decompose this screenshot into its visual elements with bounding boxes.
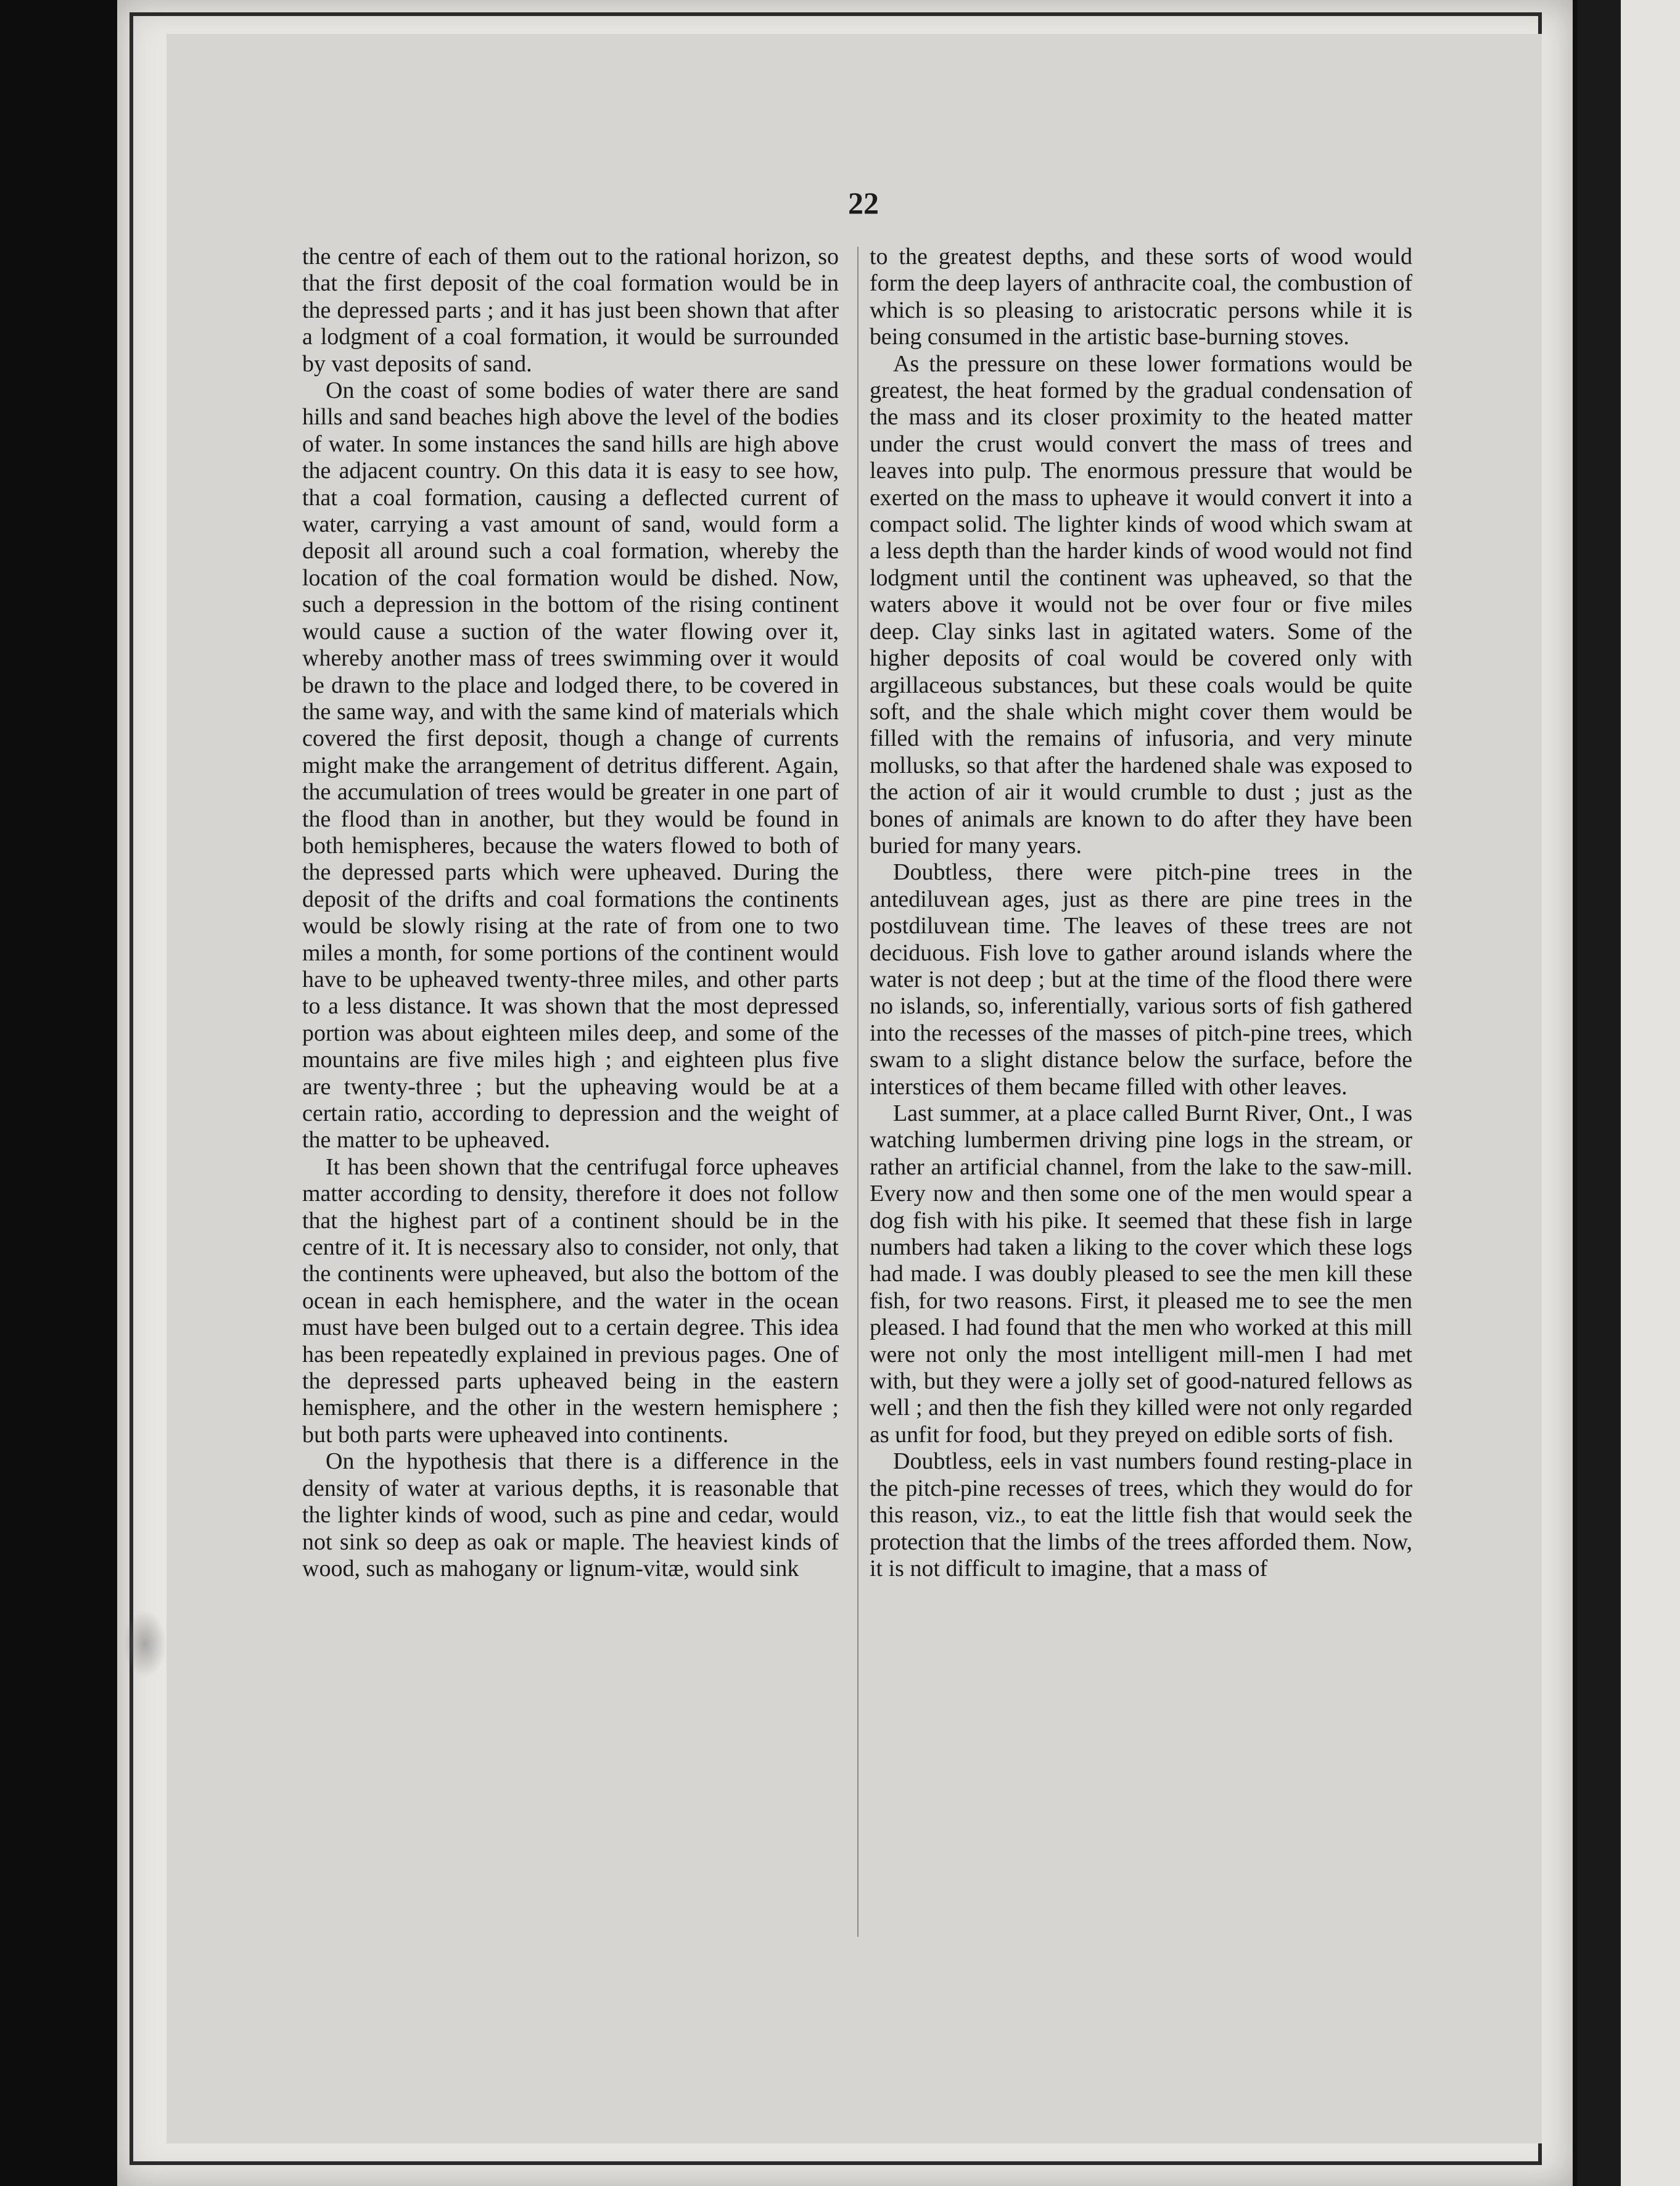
scan-left-margin [0, 0, 117, 2186]
paragraph: On the hypothesis that there is a difference in the density of water at various depths, it is reasonable that the lighter kinds of wood, such as pine and cedar, would not sink so deep as oak or maple. The heaviest kinds of wood, such as mahogany or lignum-vitæ, would sink [302, 1448, 839, 1582]
scan-smudge [123, 1610, 167, 1678]
next-page-edge [1621, 0, 1680, 2186]
paragraph: Doubtless, there were pitch-pine trees in the antediluvean ages, just as there are pine trees in the postdiluvean time. The leaves of these trees are not deciduous. Fish love to gather around islands where the water is not deep ; but at the time of the flood there were no islands, so, inferentially, various sorts of fish gathered into the recesses of the masses of pitch-pine trees, which swam to a slight distance below the surface, before the interstices of them became filled with other leaves. [870, 859, 1412, 1100]
binding-gutter [1578, 0, 1621, 2186]
paragraph: to the greatest depths, and these sorts of wood would form the deep layers of anthracite coal, the combustion of which is so pleasing to aristocratic persons while it is being consumed in the artistic base-burning stoves. [870, 244, 1412, 350]
paragraph: As the pressure on these lower formations would be greatest, the heat formed by the gradual condensation of the mass and its closer proximity to the heated matter under the crust would convert the mass of trees and leaves into pulp. The enormous pressure that would be exerted on the mass to upheave it would convert it into a compact solid. The lighter kinds of wood which swam at a less depth than the harder kinds of wood would not find lodgment until the continent was upheaved, so that the waters above it would not be over four or five miles deep. Clay sinks last in agitated waters. Some of the higher deposits of coal would be covered only with argillaceous substances, but these coals would be quite soft, and the shale which might cover them would be filled with the remains of infusoria, and very minute mollusks, so that after the hardened shale was exposed to the action of air it would crumble to dust ; just as the bones of animals are known to do after they have been buried for many years. [870, 350, 1412, 859]
page-number: 22 [848, 186, 879, 220]
column-divider [857, 247, 859, 1937]
paragraph: Last summer, at a place called Burnt River, Ont., I was watching lumbermen driving pine logs in the stream, or rather an artificial channel, from the lake to the saw-mill. Every now and then some one of the men would spear a dog fish with his pike. It seemed that these fish in large numbers had taken a liking to the cover which these logs had made. I was doubly pleased to see the men kill these fish, for two reasons. First, it pleased me to see the men pleased. I had found that the men who worked at this mill were not only the most intelligent mill-men I had met with, but they were a jolly set of good-natured fellows as well ; and then the fish they killed were not only regarded as unfit for food, but they preyed on edible sorts of fish. [870, 1100, 1412, 1448]
right-column [870, 244, 1412, 1582]
paragraph: On the coast of some bodies of water there are sand hills and sand beaches high above the level of the bodies of water. In some instances the sand hills are high above the adjacent country. On this data it is easy to see how, that a coal formation, causing a deflected current of water, carrying a vast amount of sand, would form a deposit all around such a coal formation, whereby the location of the coal formation would be dished. Now, such a depression in the bottom of the rising continent would cause a suction of the water flowing over it, whereby another mass of trees swimming over it would be drawn to the place and lodged there, to be covered in the same way, and with the same kind of materials which covered the first deposit, though a change of currents might make the arrangement of detritus different. Again, the accumulation of trees would be greater in one part of the flood than in another, but they would be found in both hemispheres, because the waters flowed to both of the depressed parts which were upheaved. During the deposit of the drifts and coal formations the continents would be slowly rising at the rate of from one to two miles a month, for some portions of the continent would have to be upheaved twenty-three miles, and other parts to a less distance. It was shown that the most depressed portion was about eighteen miles deep, and some of the mountains are five miles high ; and eighteen plus five are twenty-three ; but the upheaving would be at a certain ratio, according to depression and the weight of the matter to be upheaved. [302, 377, 839, 1153]
paragraph: Doubtless, eels in vast numbers found resting-place in the pitch-pine recesses of trees, which they would do for this reason, viz., to eat the little fish that would seek the protection that the limbs of the trees afforded them. Now, it is not difficult to imagine, that a mass of [870, 1448, 1412, 1582]
paragraph: the centre of each of them out to the rational horizon, so that the first deposit of the coal formation would be in the depressed parts ; and it has just been shown that after a lodgment of a coal formation, it would be surrounded by vast deposits of sand. [302, 244, 839, 377]
paragraph: It has been shown that the centrifugal force upheaves matter according to density, therefore it does not follow that the highest part of a continent should be in the centre of it. It is necessary also to consider, not only, that the continents were upheaved, but also the bottom of the ocean in each hemisphere, and the water in the ocean must have been bulged out to a certain degree. This idea has been repeatedly explained in previous pages. One of the depressed parts upheaved being in the eastern hemisphere, and the other in the western hemisphere ; but both parts were upheaved into continents. [302, 1153, 839, 1448]
left-column [302, 244, 839, 1582]
